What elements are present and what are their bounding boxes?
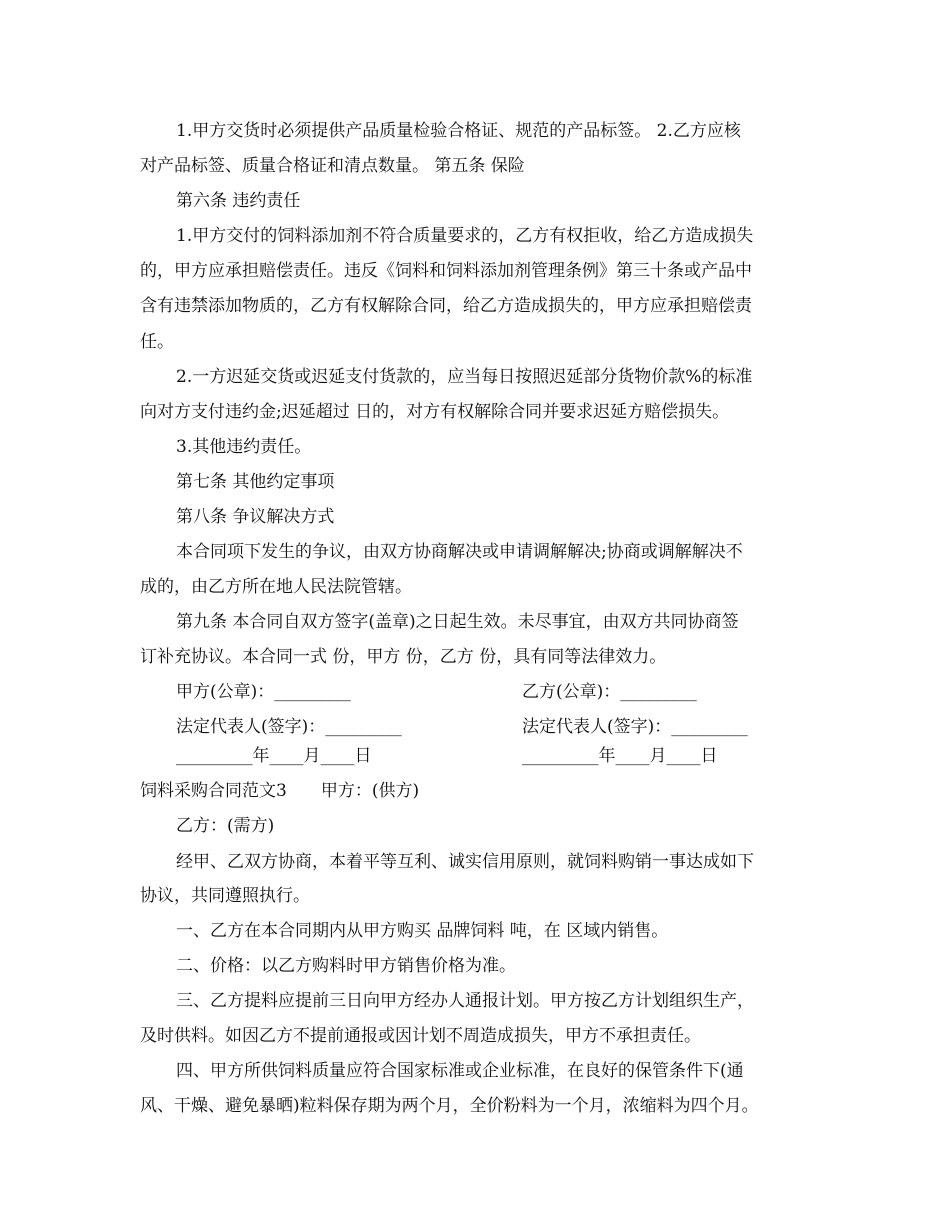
paragraph-line: 成的，由乙方所在地人民法院管辖。 [140,577,412,597]
paragraph-line: 风、干燥、避免暴晒)粒料保存期为两个月，全价粉料为一个月，浓缩料为四个月。 [140,1096,759,1116]
paragraph-line: 第九条 本合同自双方签字(盖章)之日起生效。未尽事宜，由双方共同协商签 [176,612,739,632]
party-a-date-field: _________年____月____日 [176,746,372,766]
document-subtitle: 饲料采购合同范文3 甲方：(供方) [140,781,420,801]
paragraph-line: 三、乙方提料应提前三日向甲方经办人通报计划。甲方按乙方计划组织生产， [176,991,754,1011]
paragraph-line: 及时供料。如因乙方不提前通报或因计划不周造成损失，甲方不承担责任。 [140,1026,701,1046]
party-b-representative-field: 法定代表人(签字)：_________ [522,717,748,737]
section-heading: 第七条 其他约定事项 [176,472,335,492]
paragraph-line: 1.甲方交货时必须提供产品质量检验合格证、规范的产品标签。 2.乙方应核 [176,121,741,141]
paragraph-line: 乙方：(需方) [176,816,275,836]
paragraph-line: 协议，共同遵照执行。 [140,886,310,906]
party-b-date-field: _________年____月____日 [522,746,718,766]
party-a-seal-field: 甲方(公章)：_________ [176,682,351,702]
party-a-representative-field: 法定代表人(签字)：_________ [176,717,402,737]
paragraph-line: 订补充协议。本合同一式 份，甲方 份，乙方 份，具有同等法律效力。 [140,647,667,667]
party-b-seal-field: 乙方(公章)：_________ [522,682,697,702]
paragraph-line: 任。 [140,332,174,352]
paragraph-line: 本合同项下发生的争议，由双方协商解决或申请调解解决;协商或调解解决不 [176,542,743,562]
paragraph-line: 1.甲方交付的饲料添加剂不符合质量要求的，乙方有权拒收，给乙方造成损失 [176,226,754,246]
paragraph-line: 二、价格：以乙方购料时甲方销售价格为准。 [176,956,516,976]
paragraph-line: 含有违禁添加物质的，乙方有权解除合同，给乙方造成损失的，甲方应承担赔偿责 [140,296,752,316]
paragraph-line: 经甲、乙双方协商，本着平等互利、诚实信用原则，就饲料购销一事达成如下 [176,852,754,872]
section-heading: 第八条 争议解决方式 [176,507,335,527]
paragraph-line: 的，甲方应承担赔偿责任。违反《饲料和饲料添加剂管理条例》第三十条或产品中 [140,261,752,281]
section-heading: 第六条 违约责任 [176,191,301,211]
paragraph-line: 向对方支付违约金;迟延超过 日的，对方有权解除合同并要求迟延方赔偿损失。 [140,402,730,422]
paragraph-line: 对产品标签、质量合格证和清点数量。 第五条 保险 [140,156,525,176]
paragraph-line: 2.一方迟延交货或迟延支付货款的，应当每日按照迟延部分货物价款%的标准 [176,367,753,387]
paragraph-line: 3.其他违约责任。 [176,437,312,457]
paragraph-line: 四、甲方所供饲料质量应符合国家标准或企业标准，在良好的保管条件下(通 [176,1061,744,1081]
paragraph-line: 一、乙方在本合同期内从甲方购买 品牌饲料 吨，在 区域内销售。 [176,921,669,941]
